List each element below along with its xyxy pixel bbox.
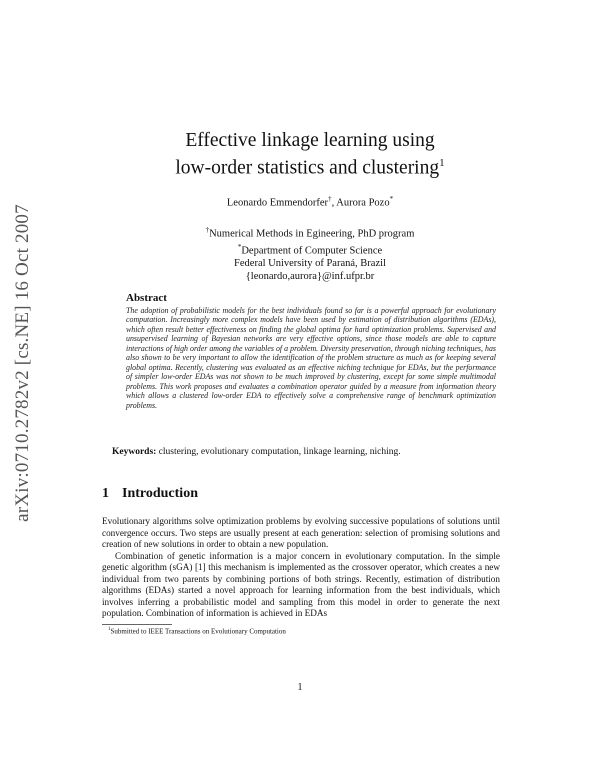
- section-number: 1: [102, 486, 109, 501]
- title-line-2-text: low-order statistics and clustering: [175, 157, 440, 179]
- title-line-2: [120, 152, 500, 180]
- keywords-label: Keywords:: [112, 447, 157, 457]
- arxiv-sidebar: [6, 188, 40, 538]
- footnote-text: Submitted to IEEE Transactions on Evolutionary Computation: [110, 627, 286, 636]
- keywords-value: clustering, evolutionary computation, linkage learning, niching.: [156, 447, 401, 457]
- paragraph-1: Evolutionary algorithms solve optimization problems by evolving successive populations of solutions until convergence occurs. Two steps are usually present at each generation: selection of promising solutions and creation of new solutions in order to obtain a new population.: [102, 516, 500, 550]
- author-list: [120, 195, 500, 209]
- keywords-line: [112, 447, 532, 457]
- title-line-1: Effective linkage learning using: [185, 130, 435, 151]
- title-footnote-mark: 1: [439, 157, 445, 169]
- footnote-mark: 1: [108, 627, 111, 632]
- section-heading-introduction: [102, 486, 198, 502]
- affiliation-university: Federal University of Paraná, Brazil: [234, 258, 386, 269]
- author-1-mark: †: [328, 195, 332, 203]
- author-separator: ,: [331, 197, 337, 209]
- affiliation-program: Numerical Methods in Egineering, PhD program: [209, 228, 415, 240]
- footnote-divider: [102, 624, 172, 625]
- footnote: [108, 627, 286, 635]
- affiliation-email: {leonardo,aurora}@inf.ufpr.br: [245, 271, 375, 282]
- affiliation-1-mark: †: [205, 226, 210, 234]
- page-number: 1: [297, 682, 303, 693]
- paragraph-2: Combination of genetic information is a major concern in evolutionary computation. In the simple genetic algorithm (sGA) [1] this mechanism is implemented as the crossover operator, which creates a new individual from two parents by combining portions of both strings. Recently, estimation of distribution algorithms (EDAs) started a novel approach for learning information from the best individuals, which involves inferring a probabilistic model and sampling from this model in order to generate the next population. Combination of information is achieved in EDAs: [102, 550, 500, 619]
- affiliation-department: Department of Computer Science: [241, 245, 383, 256]
- affiliation-line-1: [120, 224, 500, 241]
- author-1: Leonardo Emmendorfer: [226, 197, 329, 209]
- affiliation-line-2: [120, 241, 500, 258]
- section-title: Introduction: [122, 486, 198, 501]
- abstract-body: The adoption of probabilistic models for the best individuals found so far is a powerful approach for evolutionary computation. Increasingly more complex models have been used by estimation of distribution algorithms (EDAs), which often result better effectiveness on finding the global optima for hard optimization problems. Supervised and unsupervised learning of Bayesian networks are very effective options, since those models are able to capture interactions of high order among the variables of a problem. Diversity preservation, through niching techniques, has also shown to be very important to allow the identification of the problem structure as much as for keeping several global optima. Recently, clustering was evaluated as an effective niching technique for EDAs, but the performance of simpler low-order EDAs was not shown to be much improved by clustering, except for some simple multimodal problems. This work proposes and evaluates a combination operator guided by a measure from information theory which allows a clustered low-order EDA to effectively solve a comprehensive range of benchmark optimization problems.: [126, 306, 496, 410]
- introduction-body: [102, 516, 500, 620]
- paper-title: [120, 130, 500, 180]
- author-2-mark: *: [389, 195, 394, 203]
- affiliation-2-mark: *: [237, 242, 242, 251]
- affiliation-block: [120, 224, 500, 283]
- abstract-heading: Abstract: [126, 292, 167, 304]
- author-2: Aurora Pozo: [336, 197, 390, 209]
- arxiv-identifier: arXiv:0710.2782v2 [cs.NE] 16 Oct 2007: [12, 204, 33, 522]
